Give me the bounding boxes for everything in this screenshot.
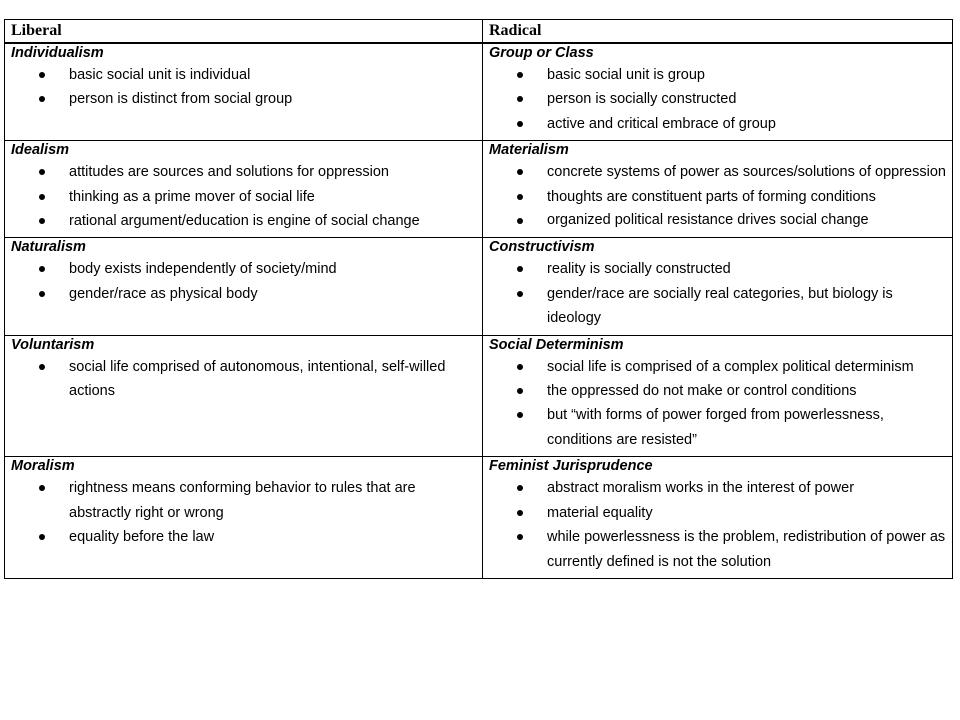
category-title: Feminist Jurisprudence — [489, 458, 653, 475]
list-item: active and critical embrace of group — [489, 112, 952, 136]
bullet-list — [489, 257, 952, 330]
list-item: thoughts are constituent parts of forming conditions — [489, 185, 952, 209]
list-item: concrete systems of power as sources/solutions of oppression — [489, 160, 952, 184]
bullet-list — [11, 476, 482, 549]
category-title: Constructivism — [489, 239, 595, 256]
list-item: body exists independently of society/mind — [11, 257, 482, 281]
list-item: basic social unit is group — [489, 63, 952, 87]
list-item: material equality — [489, 501, 952, 525]
list-item: rightness means conforming behavior to rules that are abstractly right or wrong — [11, 476, 482, 525]
bullet-list — [11, 160, 482, 233]
list-item: gender/race are socially real categories, but biology is ideology — [489, 282, 952, 331]
category-title: Voluntarism — [11, 336, 95, 353]
list-item: equality before the law — [11, 525, 482, 549]
list-item: social life is comprised of a complex political determinism — [489, 355, 952, 379]
liberal-cell — [5, 238, 483, 335]
bullet-list — [489, 476, 952, 574]
header-radical: Radical — [483, 20, 953, 44]
bullet-list — [11, 63, 482, 112]
radical-cell — [483, 335, 953, 457]
category-title: Idealism — [11, 142, 70, 159]
list-item: while powerlessness is the problem, redistribution of power as currently defined is not the solution — [489, 525, 952, 574]
list-item: reality is socially constructed — [489, 257, 952, 281]
list-item: social life comprised of autonomous, intentional, self-willed actions — [11, 355, 482, 404]
list-item: the oppressed do not make or control conditions — [489, 379, 952, 403]
bullet-list — [489, 63, 952, 136]
radical-cell — [483, 43, 953, 141]
table-row — [5, 141, 953, 238]
bullet-list — [489, 160, 952, 232]
bullet-list — [11, 257, 482, 306]
liberal-cell — [5, 141, 483, 238]
bullet-list — [489, 355, 952, 453]
list-item: thinking as a prime mover of social life — [11, 185, 482, 209]
table-row — [5, 238, 953, 335]
category-title: Individualism — [11, 45, 104, 61]
header-liberal: Liberal — [5, 20, 483, 44]
category-title: Social Determinism — [489, 336, 624, 353]
radical-cell — [483, 141, 953, 238]
table-row — [5, 457, 953, 579]
list-item: person is distinct from social group — [11, 87, 482, 111]
table-row — [5, 335, 953, 457]
liberal-cell — [5, 43, 483, 141]
list-item: gender/race as physical body — [11, 282, 482, 306]
comparison-table — [4, 19, 953, 579]
category-title: Materialism — [489, 142, 569, 159]
liberal-cell — [5, 335, 483, 457]
list-item: but “with forms of power forged from powerlessness, conditions are resisted” — [489, 403, 952, 452]
bullet-list — [11, 355, 482, 404]
category-title: Naturalism — [11, 239, 86, 256]
category-title: Moralism — [11, 458, 75, 475]
radical-cell — [483, 238, 953, 335]
category-title: Group or Class — [489, 45, 594, 61]
list-item: organized political resistance drives social change — [489, 209, 952, 232]
list-item: basic social unit is individual — [11, 63, 482, 87]
table-row — [5, 43, 953, 141]
header-row — [5, 20, 953, 44]
list-item: person is socially constructed — [489, 87, 952, 111]
radical-cell — [483, 457, 953, 579]
liberal-cell — [5, 457, 483, 579]
list-item: abstract moralism works in the interest of power — [489, 476, 952, 500]
list-item: rational argument/education is engine of social change — [11, 209, 482, 233]
comparison-table-container — [4, 19, 952, 579]
list-item: attitudes are sources and solutions for oppression — [11, 160, 482, 184]
